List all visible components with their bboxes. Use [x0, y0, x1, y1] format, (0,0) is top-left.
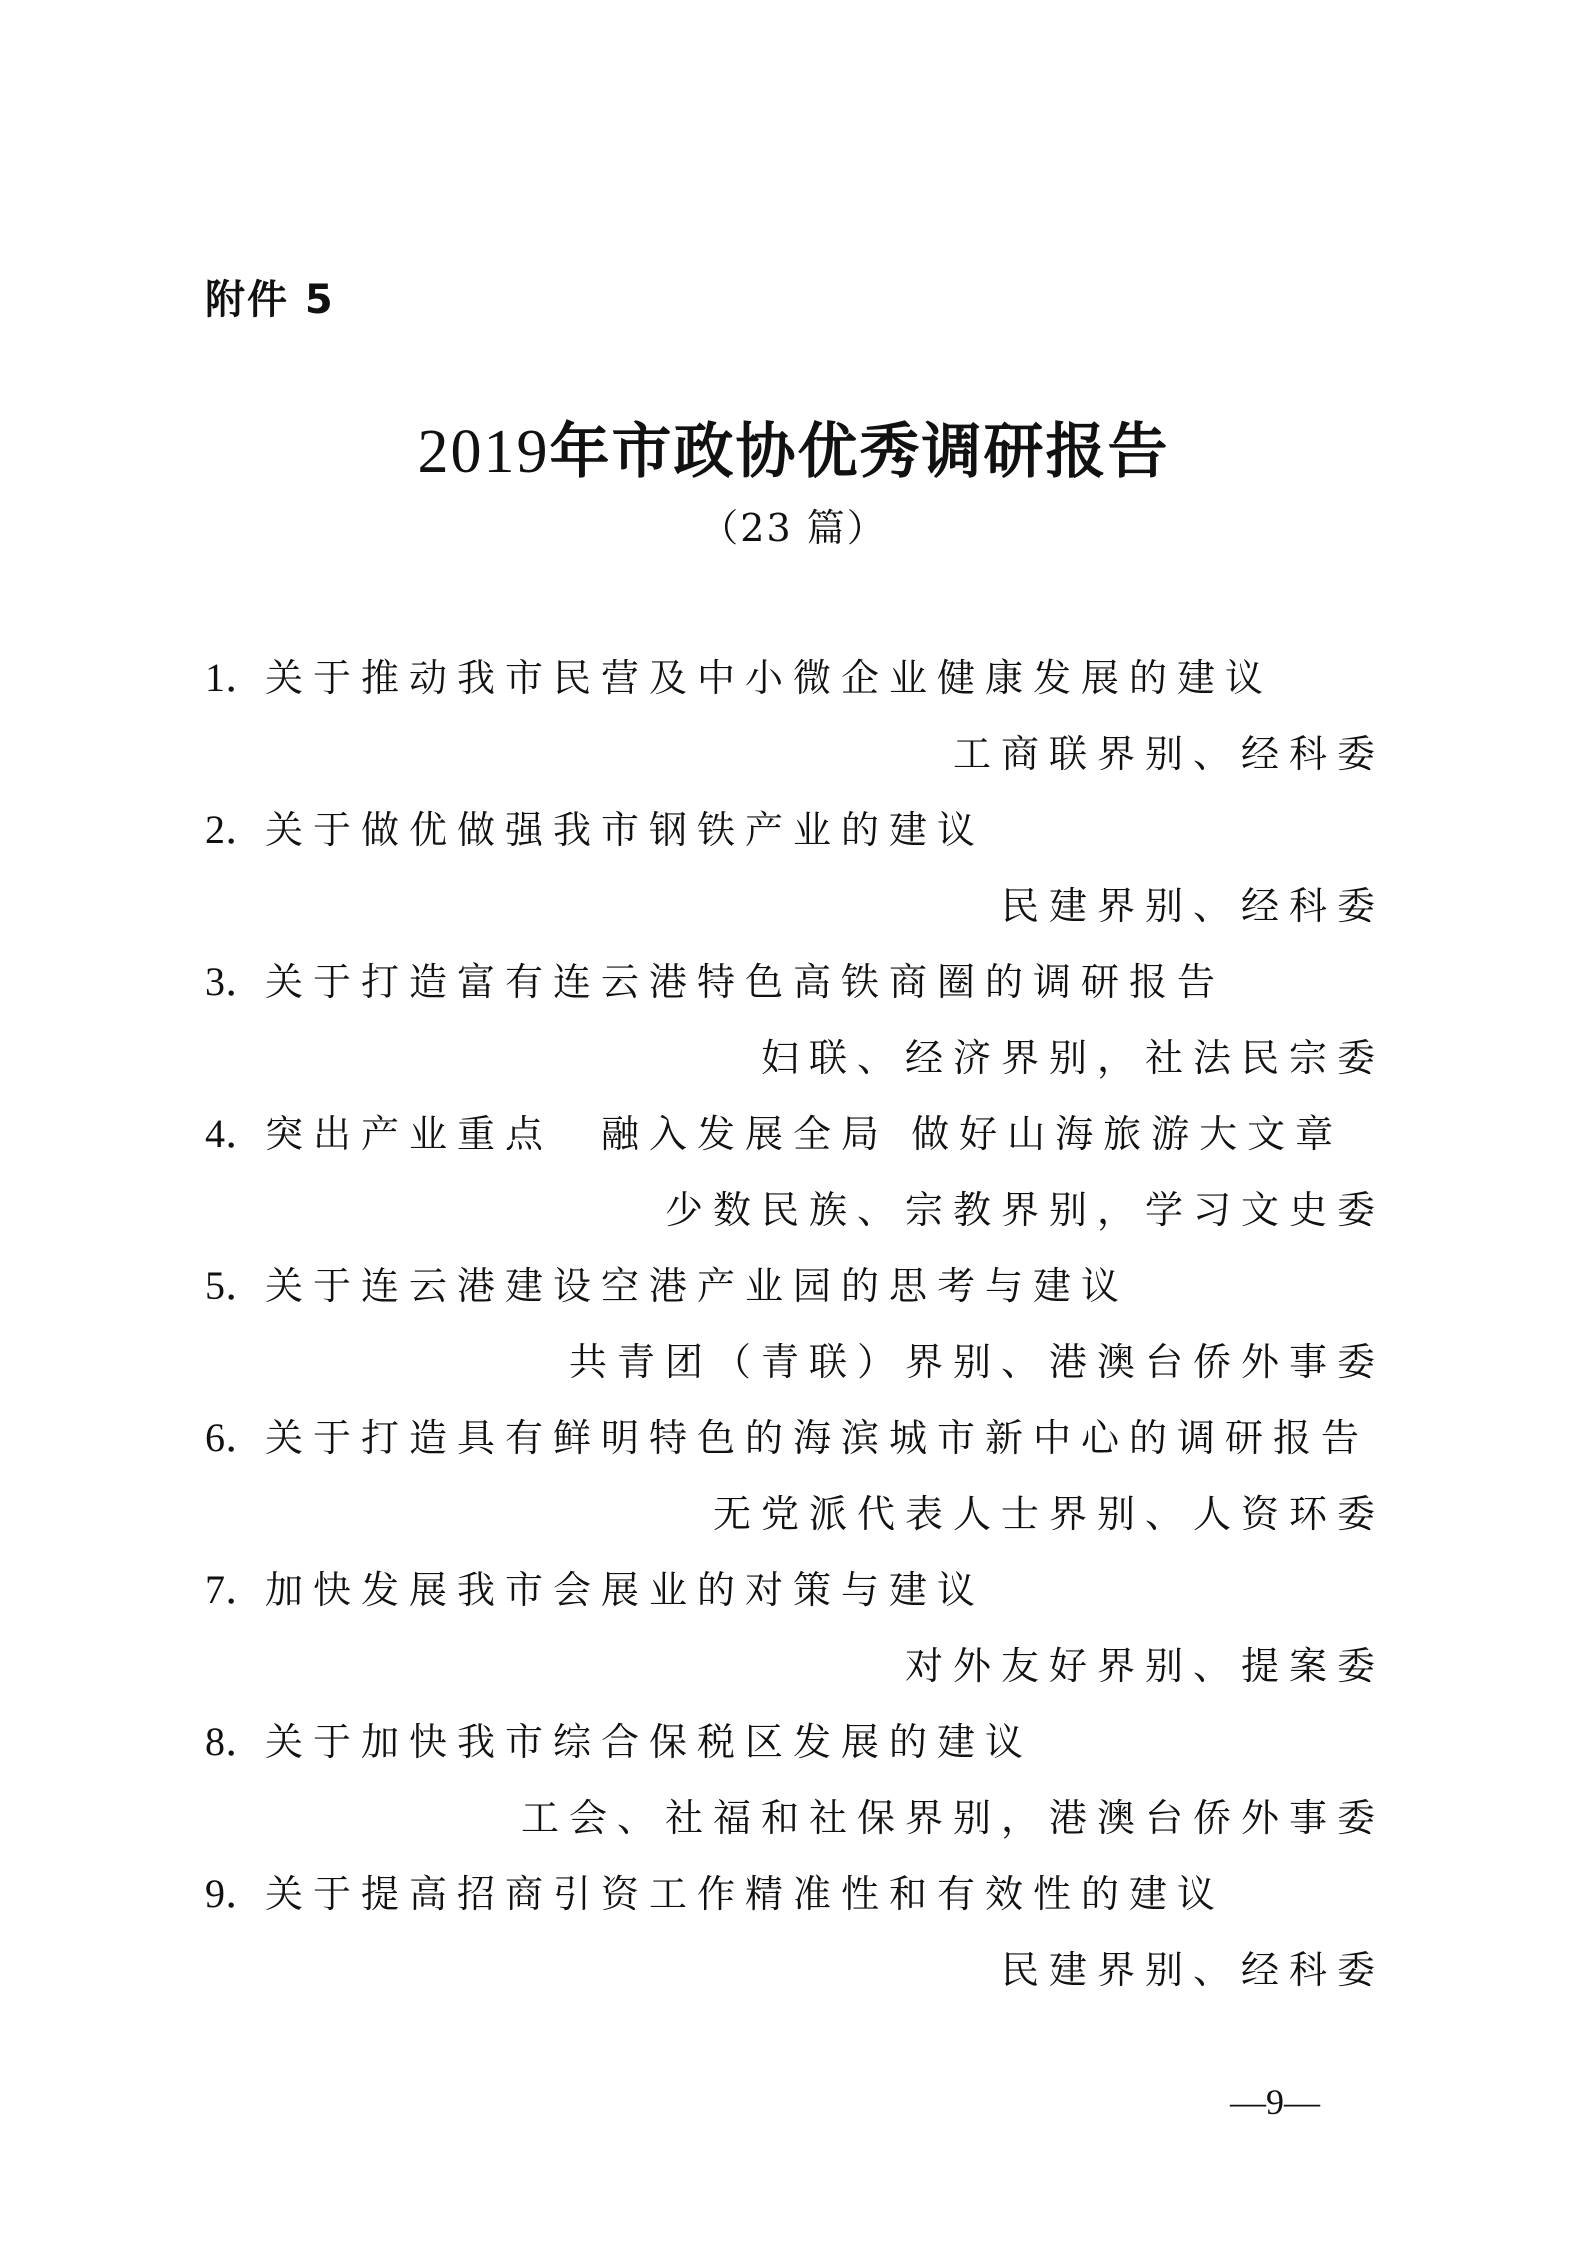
- entry-number: 4．: [205, 1111, 265, 1156]
- list-item: [205, 1248, 1385, 1400]
- entry-number: 8．: [205, 1719, 265, 1764]
- list-item: [205, 1400, 1385, 1552]
- entry-title: [205, 1856, 1385, 1932]
- page-number: —9—: [1230, 2082, 1320, 2122]
- list-item: [205, 1856, 1385, 2008]
- list-item: [205, 1552, 1385, 1704]
- entry-author: 民建界别、经科委: [1000, 1948, 1385, 1992]
- entry-title: [205, 792, 1385, 868]
- entry-title-text: 关于连云港建设空港产业园的思考与建议: [265, 1264, 1130, 1308]
- list-item: [205, 792, 1385, 944]
- entry-number: 5．: [205, 1263, 265, 1308]
- entry-title-text: 突出产业重点 融入发展全局 做好山海旅游大文章: [265, 1112, 1344, 1156]
- entry-author: 少数民族、宗教界别，学习文史委: [664, 1188, 1385, 1232]
- entry-title: [205, 1400, 1385, 1476]
- entry-title: [205, 1552, 1385, 1628]
- list-item: [205, 1096, 1385, 1248]
- entry-number: 7．: [205, 1567, 265, 1612]
- entry-title: [205, 944, 1385, 1020]
- entry-author: 工会、社福和社保界别，港澳台侨外事委: [520, 1796, 1385, 1840]
- entry-number: 1．: [205, 655, 265, 700]
- entry-author: 妇联、经济界别，社法民宗委: [760, 1036, 1385, 1080]
- entry-title-text: 关于打造富有连云港特色高铁商圈的调研报告: [265, 960, 1226, 1004]
- entry-title-text: 关于做优做强我市钢铁产业的建议: [265, 808, 986, 852]
- title-text: 年市政协优秀调研报告: [549, 417, 1170, 487]
- entry-title-text: 关于加快我市综合保税区发展的建议: [265, 1720, 1034, 1764]
- entry-number: 3．: [205, 959, 265, 1004]
- list-item: [205, 1704, 1385, 1856]
- entry-title: [205, 640, 1385, 716]
- entry-title: [205, 1704, 1385, 1780]
- report-list: [205, 640, 1385, 2008]
- entry-author: 民建界别、经科委: [1000, 884, 1385, 928]
- entry-author: 无党派代表人士界别、人资环委: [712, 1492, 1385, 1536]
- list-item: [205, 944, 1385, 1096]
- entry-title-text: 关于推动我市民营及中小微企业健康发展的建议: [265, 656, 1274, 700]
- entry-title-text: 加快发展我市会展业的对策与建议: [265, 1568, 986, 1612]
- entry-title-text: 关于打造具有鲜明特色的海滨城市新中心的调研报告: [265, 1416, 1370, 1460]
- entry-author: 工商联界别、经科委: [952, 732, 1385, 776]
- attachment-label: 附件 5: [205, 277, 335, 323]
- report-count-subtitle: （23 篇）: [700, 506, 887, 550]
- entry-title-text: 关于提高招商引资工作精准性和有效性的建议: [265, 1872, 1226, 1916]
- list-item: [205, 640, 1385, 792]
- entry-title: [205, 1248, 1385, 1324]
- entry-title: [205, 1096, 1385, 1172]
- page-title: [0, 412, 1587, 492]
- entry-number: 6．: [205, 1415, 265, 1460]
- entry-number: 2．: [205, 807, 265, 852]
- entry-number: 9．: [205, 1871, 265, 1916]
- entry-author: 对外友好界别、提案委: [904, 1644, 1385, 1688]
- entry-author: 共青团（青联）界别、港澳台侨外事委: [568, 1340, 1385, 1384]
- title-year: 2019: [417, 418, 550, 486]
